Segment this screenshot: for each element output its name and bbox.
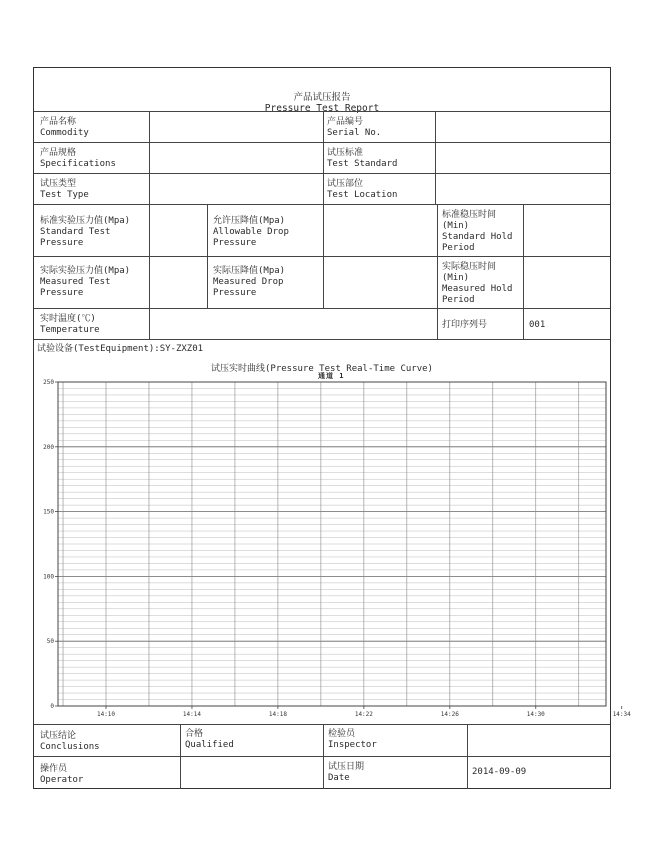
- table-line: [149, 308, 150, 339]
- report-title-en: Pressure Test Report: [264, 103, 380, 114]
- table-line: [34, 111, 610, 112]
- table-line: [34, 724, 610, 725]
- temperature-label: 实时温度(℃) Temperature: [40, 314, 100, 335]
- date-label: 试压日期 Date: [328, 762, 365, 783]
- table-line: [523, 204, 524, 308]
- table-line: [323, 724, 324, 789]
- x-tick-label: 14:10: [96, 711, 116, 718]
- table-line: [323, 204, 324, 308]
- table-line: [180, 724, 181, 789]
- serial-label: 产品编号 Serial No.: [327, 117, 382, 138]
- y-tick-label: 100: [43, 573, 54, 581]
- y-tick-label: 50: [46, 638, 54, 646]
- table-line: [437, 204, 438, 308]
- std-pressure-label: 标准实验压力值(Mpa) Standard Test Pressure: [40, 216, 131, 248]
- table-line: [34, 142, 610, 143]
- x-tick-label: 14:22: [354, 711, 373, 718]
- print-serial-label: 打印序列号: [442, 320, 488, 330]
- pressure-chart: [34, 378, 631, 723]
- x-tick-label: 14:26: [440, 711, 459, 718]
- x-tick-label: 14:30: [526, 711, 545, 718]
- table-line: [34, 756, 610, 757]
- table-line: [34, 173, 610, 174]
- allow-drop-label: 允许压降值(Mpa) Allowable Drop Pressure: [213, 216, 289, 248]
- x-tick-label: 14:18: [268, 711, 287, 718]
- y-tick-label: 250: [43, 379, 54, 386]
- conclusions-value: 合格 Qualified: [185, 729, 234, 750]
- operator-label: 操作员 Operator: [40, 764, 84, 785]
- chart-subtitle: 通道 1: [318, 372, 345, 380]
- y-tick-label: 200: [43, 443, 54, 451]
- equipment-label: 试验设备(TestEquipment):SY-ZXZ01: [37, 344, 204, 354]
- test-location-label: 试压部位 Test Location: [327, 179, 398, 200]
- test-type-label: 试压类型 Test Type: [40, 179, 89, 200]
- table-line: [437, 308, 438, 339]
- table-line: [467, 724, 468, 789]
- chart-title: 试压实时曲线(Pressure Test Real-Time Curve): [211, 364, 433, 374]
- report-title-cn: 产品试压报告: [293, 92, 351, 103]
- inspector-label: 检验员 Inspector: [328, 729, 377, 750]
- table-line: [435, 111, 436, 204]
- meas-drop-label: 实际压降值(Mpa) Measured Drop Pressure: [213, 266, 286, 298]
- std-hold-label: 标准稳压时间 (Min) Standard Hold Period: [442, 210, 513, 253]
- table-line: [34, 339, 610, 340]
- specifications-label: 产品规格 Specifications: [40, 148, 116, 169]
- table-line: [149, 111, 150, 204]
- table-line: [207, 204, 208, 308]
- table-line: [523, 308, 524, 339]
- y-tick-label: 150: [43, 508, 54, 516]
- table-line: [149, 204, 150, 308]
- commodity-label: 产品名称 Commodity: [40, 117, 89, 138]
- table-line: [323, 111, 324, 204]
- x-tick-label: 14:34: [612, 711, 631, 718]
- meas-pressure-label: 实际实验压力值(Mpa) Measured Test Pressure: [40, 266, 131, 298]
- conclusions-label: 试压结论 Conclusions: [40, 731, 100, 752]
- y-tick-label: 0: [50, 703, 54, 710]
- meas-hold-label: 实际稳压时间 (Min) Measured Hold Period: [442, 262, 513, 305]
- date-value: 2014-09-09: [472, 767, 527, 777]
- test-standard-label: 试压标准 Test Standard: [327, 148, 398, 169]
- x-tick-label: 14:14: [182, 711, 201, 718]
- report-frame: [33, 67, 631, 789]
- print-serial-value: 001: [529, 320, 546, 330]
